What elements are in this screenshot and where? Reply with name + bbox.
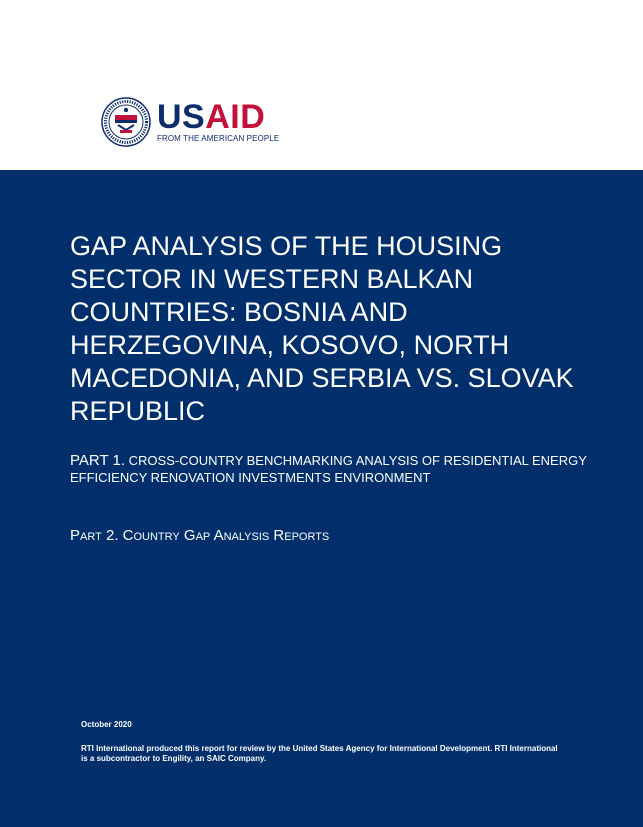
usaid-logo [101, 97, 279, 147]
logo-tagline: FROM THE AMERICAN PEOPLE [157, 133, 280, 143]
usaid-wordmark [157, 97, 280, 143]
report-date: October 2020 [81, 720, 132, 729]
usaid-seal-icon [101, 97, 151, 147]
part1-label: PART 1. [70, 452, 126, 469]
brand-aid: AID [205, 97, 266, 136]
disclaimer-text: RTI International produced this report for review by the United States Agency for International Development. RTI International is a subcontractor to Engility, an SAIC Company. [81, 744, 558, 763]
part1-text: CROSS-COUNTRY BENCHMARKING ANALYSIS OF RESIDENTIAL ENERGY EFFICIENCY RENOVATION INVESTMENTS ENVIRONMENT [70, 453, 587, 485]
part2-subtitle: Part 2. Country Gap Analysis Reports [70, 527, 330, 544]
report-header [0, 0, 643, 170]
cover-panel [0, 170, 643, 827]
report-title: GAP ANALYSIS OF THE HOUSING SECTOR IN WESTERN BALKAN COUNTRIES: BOSNIA AND HERZEGOVINA, KOSOVO, NORTH MACEDONIA, AND SERBIA VS. SLOVAK REPUBLIC [70, 231, 574, 426]
part1-subtitle [70, 452, 590, 486]
brand-us: US [157, 97, 206, 136]
usaid-brand [157, 97, 279, 136]
